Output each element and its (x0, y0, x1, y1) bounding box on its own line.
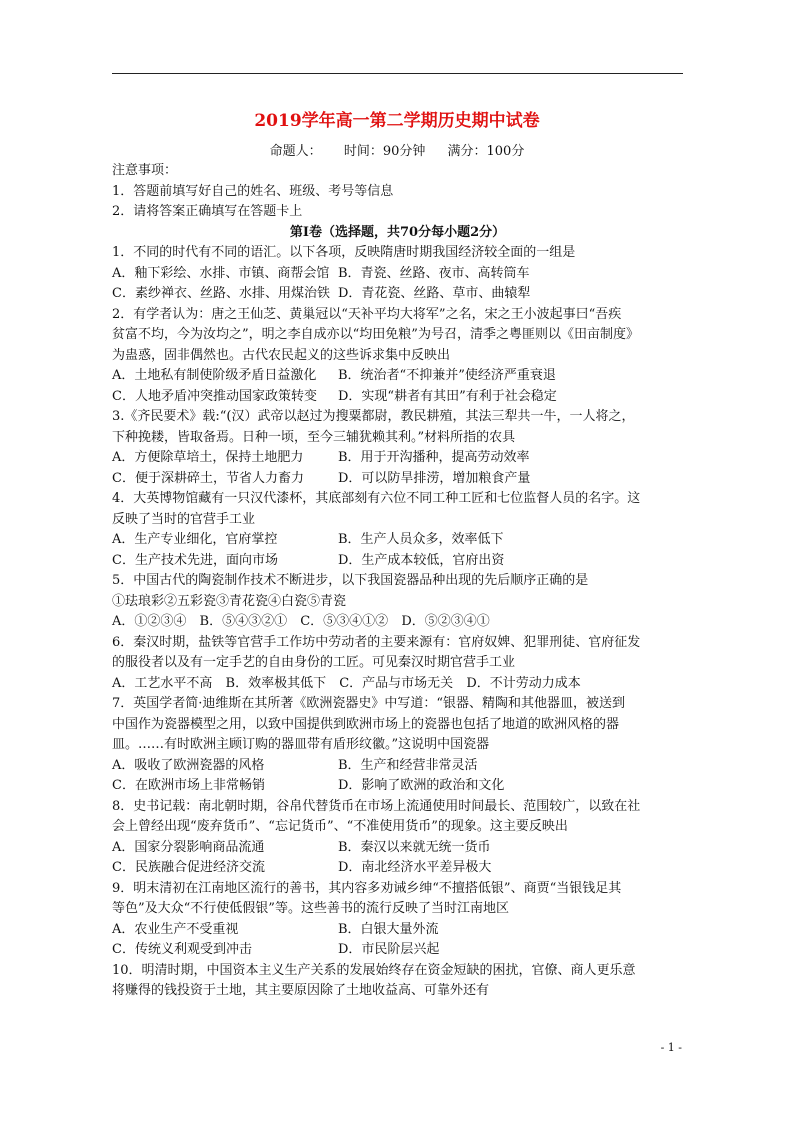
question-stem: 5．中国古代的陶瓷制作技术不断进步，以下我国瓷器品种出现的先后顺序正确的是 (112, 573, 589, 588)
option-b: B．⑤④③②① (199, 614, 288, 629)
option-d: D．青花瓷、丝路、草市、曲辕犁 (338, 286, 531, 301)
question-stem: 会上曾经出现“废弃货币”、“忘记货币”、“不准使用货币”的现象。这主要反映出 (112, 819, 568, 834)
option-d: D．⑤②③④① (401, 614, 490, 629)
question-stem: 的服役者以及有一定手艺的自由身份的工匠。可见秦汉时期官营手工业 (112, 655, 516, 670)
question-8 (112, 797, 683, 879)
option-d: D．影响了欧洲的政治和文化 (338, 778, 505, 793)
option-d: D．可以防旱排涝，增加粮食产量 (338, 470, 531, 486)
question-stem: 2．有学者认为：唐之王仙芝、黄巢冠以“天补平均大将军”之名，宋之王小波起事曰“吾疾 (112, 306, 622, 322)
option-b: B．生产人员众多，效率低下 (338, 532, 504, 547)
question-stem: 中国作为瓷器模型之用，以致中国提供到欧洲市场上的瓷器也包括了地道的欧洲风格的器 (112, 716, 620, 732)
option-b: B．生产和经营非常灵活 (338, 757, 478, 773)
option-c: C．产品与市场无关 (339, 675, 454, 691)
option-b: B．白银大量外流 (338, 921, 439, 937)
section-title: 第Ⅰ卷（选择题，共70分每小题2分） (289, 224, 506, 240)
question-stem: 7．英国学者简·迪维斯在其所著《欧洲瓷器史》中写道：“银器、精陶和其他器皿，被送到 (112, 696, 626, 711)
question-2 (112, 305, 683, 408)
question-stem: 反映了当时的官营手工业 (112, 511, 256, 527)
option-a: A．生产专业细化，官府掌控 (112, 532, 278, 547)
option-c: C．民族融合促进经济交流 (112, 860, 265, 875)
question-stem: 将赚得的钱投资于土地，其主要原因除了土地收益高、可靠外还有 (112, 983, 490, 998)
question-5 (112, 571, 683, 633)
question-9 (112, 879, 683, 961)
question-1 (112, 243, 683, 305)
question-stem: 1．不同的时代有不同的语汇。以下各项，反映隋唐时期我国经济较全面的一组是 (112, 245, 576, 260)
page-number: - 1 - (660, 1041, 682, 1054)
option-c: C．素纱禅衣、丝路、水排、用煤治铁 (112, 286, 330, 301)
question-stem: 为蛊惑，固非偶然也。古代农民起义的这些诉求集中反映出 (112, 347, 451, 363)
exam-score: 满分：100分 (447, 144, 525, 159)
question-stem: ①珐琅彩②五彩瓷③青花瓷④白瓷⑤青瓷 (112, 593, 347, 609)
option-d: D．不计劳动力成本 (466, 675, 581, 691)
option-c: C．便于深耕碎土，节省人力畜力 (112, 470, 304, 486)
exam-time: 时间：90分钟 (343, 144, 426, 159)
question-stem: 8．史书记载：南北朝时期，谷帛代替货币在市场上流通使用时间最长、范围较广，以致在社 (112, 798, 641, 814)
note-item: 2．请将答案正确填写在答题卡上 (112, 204, 303, 219)
question-stem: 等色”及大众“不行使低假银”等。这些善书的流行反映了当时江南地区 (112, 901, 509, 916)
exam-content (112, 161, 683, 1002)
question-7 (112, 694, 683, 797)
option-c: C．⑤③④①② (300, 614, 389, 629)
exam-meta (0, 140, 794, 159)
option-a: A．①②③④ (112, 614, 187, 629)
question-stem: 6．秦汉时期，盐铁等官营手工作坊中劳动者的主要来源有：官府奴婢、犯罪刑徒、官府征发 (112, 634, 641, 650)
option-d: D．实现“耕者有其田”有利于社会稳定 (338, 388, 557, 404)
option-c: C．在欧洲市场上非常畅销 (112, 778, 265, 793)
option-c: C．人地矛盾冲突推动国家政策转变 (112, 388, 317, 404)
option-a: A．吸收了欧洲瓷器的风格 (112, 757, 265, 773)
question-stem: 贫富不均，今为汝均之”，明之李自成亦以“均田免粮”为号召，清季之粤匪则以《田亩制度》 (112, 327, 639, 342)
question-3 (112, 407, 683, 489)
note-item: 1．答题前填写好自己的姓名、班级、考号等信息 (112, 183, 394, 199)
question-stem: 4．大英博物馆藏有一只汉代漆杯，其底部刻有六位不同工种工匠和七位监督人员的名字。这 (112, 491, 641, 506)
question-6 (112, 633, 683, 695)
option-b: B．青瓷、丝路、夜市、高转筒车 (338, 265, 530, 281)
question-stem: 皿。……有时欧洲主顾订购的器皿带有盾形纹徽。”这说明中国瓷器 (112, 737, 490, 752)
question-stem: 下种挽耧，皆取备焉。日种一顷，至今三辅犹赖其利。”材料所指的农具 (112, 429, 516, 445)
question-stem: 3.《齐民要术》载:“(汉）武帝以赵过为搜粟都尉，教民耕殖，其法三犁共一牛，一人将之， (112, 409, 635, 424)
option-a: A．土地私有制使阶级矛盾日益激化 (112, 368, 317, 383)
exam-author: 命题人： (269, 144, 322, 159)
option-a: A．釉下彩绘、水排、市镇、商帮会馆 (112, 265, 330, 281)
option-a: A．工艺水平不高 (112, 675, 213, 691)
question-stem: 10．明清时期，中国资本主义生产关系的发展始终存在资金短缺的困扰，官僚、商人更乐意 (112, 962, 636, 978)
question-4 (112, 489, 683, 571)
option-d: D．市民阶层兴起 (338, 942, 440, 957)
page-title: 2019学年高一第二学期历史期中试卷 (254, 111, 540, 131)
question-10 (112, 961, 683, 1002)
notes-heading: 注意事项： (112, 163, 178, 178)
question-stem: 9．明末清初在江南地区流行的善书，其内容多劝诫乡绅“不擅搭低银”、商贾“当银钱足其 (112, 880, 622, 896)
option-c: C．生产技术先进，面向市场 (112, 552, 278, 568)
option-b: B．秦汉以来就无统一货币 (338, 839, 491, 855)
option-a: A．农业生产不受重视 (112, 921, 239, 937)
option-d: D．南北经济水平差异极大 (338, 860, 492, 875)
option-b: B．用于开沟播种，提高劳动效率 (338, 450, 530, 465)
option-a: A．方便除草培土，保持土地肥力 (112, 450, 304, 465)
option-d: D．生产成本较低，官府出资 (338, 552, 505, 568)
header-rule (112, 73, 683, 74)
option-a: A．国家分裂影响商品流通 (112, 839, 265, 855)
option-b: B．统治者“不抑兼并”使经济严重衰退 (338, 368, 556, 383)
option-c: C．传统义利观受到冲击 (112, 942, 252, 957)
option-b: B．效率极其低下 (225, 675, 327, 691)
